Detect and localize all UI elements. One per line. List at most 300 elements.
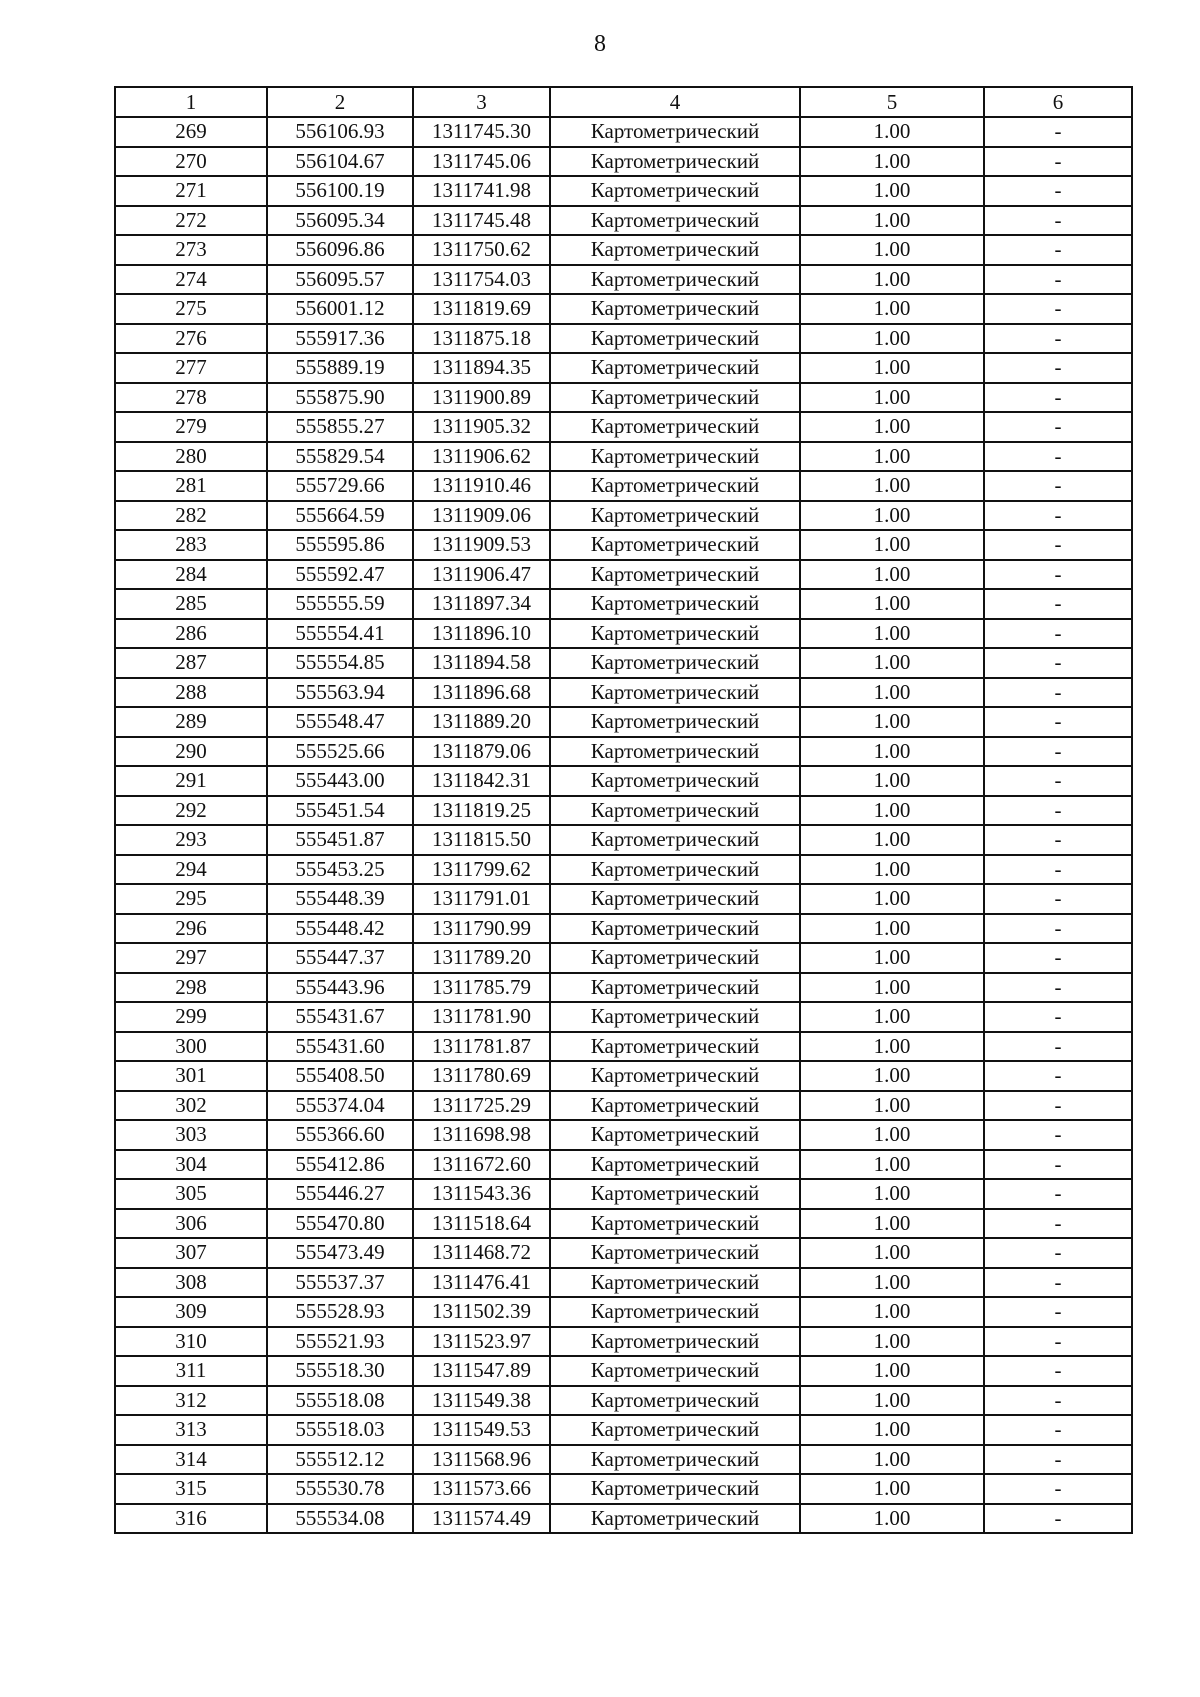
cell-x-coordinate: 555525.66 [267, 737, 413, 767]
cell-y-coordinate: 1311745.30 [413, 117, 550, 147]
cell-point-number: 286 [115, 619, 267, 649]
page-number: 8 [594, 31, 606, 57]
cell-point-number: 287 [115, 648, 267, 678]
column-header-note: 6 [984, 87, 1132, 117]
cell-accuracy: 1.00 [800, 1415, 984, 1445]
cell-note: - [984, 1504, 1132, 1534]
table-row [115, 235, 1132, 265]
table-row [115, 442, 1132, 472]
cell-x-coordinate: 556096.86 [267, 235, 413, 265]
cell-accuracy: 1.00 [800, 147, 984, 177]
table-row [115, 943, 1132, 973]
cell-x-coordinate: 555512.12 [267, 1445, 413, 1475]
table-header [115, 87, 1132, 117]
cell-y-coordinate: 1311672.60 [413, 1150, 550, 1180]
cell-x-coordinate: 555521.93 [267, 1327, 413, 1357]
cell-point-number: 270 [115, 147, 267, 177]
cell-method: Картометрический [550, 353, 800, 383]
cell-y-coordinate: 1311476.41 [413, 1268, 550, 1298]
cell-y-coordinate: 1311790.99 [413, 914, 550, 944]
cell-point-number: 313 [115, 1415, 267, 1445]
cell-accuracy: 1.00 [800, 707, 984, 737]
cell-note: - [984, 589, 1132, 619]
cell-point-number: 279 [115, 412, 267, 442]
cell-accuracy: 1.00 [800, 855, 984, 885]
cell-note: - [984, 1209, 1132, 1239]
cell-method: Картометрический [550, 1504, 800, 1534]
cell-y-coordinate: 1311875.18 [413, 324, 550, 354]
cell-accuracy: 1.00 [800, 1032, 984, 1062]
cell-method: Картометрический [550, 796, 800, 826]
table-row [115, 1002, 1132, 1032]
cell-x-coordinate: 555453.25 [267, 855, 413, 885]
table-row [115, 1150, 1132, 1180]
table-row [115, 324, 1132, 354]
cell-point-number: 314 [115, 1445, 267, 1475]
cell-y-coordinate: 1311754.03 [413, 265, 550, 295]
cell-accuracy: 1.00 [800, 176, 984, 206]
table-row [115, 1268, 1132, 1298]
cell-method: Картометрический [550, 737, 800, 767]
cell-method: Картометрический [550, 324, 800, 354]
table-row [115, 648, 1132, 678]
cell-x-coordinate: 555446.27 [267, 1179, 413, 1209]
cell-x-coordinate: 555534.08 [267, 1504, 413, 1534]
cell-accuracy: 1.00 [800, 353, 984, 383]
cell-x-coordinate: 555448.39 [267, 884, 413, 914]
cell-method: Картометрический [550, 914, 800, 944]
cell-x-coordinate: 556001.12 [267, 294, 413, 324]
cell-point-number: 278 [115, 383, 267, 413]
table-row [115, 1091, 1132, 1121]
cell-method: Картометрический [550, 1327, 800, 1357]
cell-y-coordinate: 1311900.89 [413, 383, 550, 413]
cell-y-coordinate: 1311785.79 [413, 973, 550, 1003]
cell-point-number: 291 [115, 766, 267, 796]
cell-note: - [984, 117, 1132, 147]
cell-accuracy: 1.00 [800, 560, 984, 590]
table-row [115, 1032, 1132, 1062]
table-row [115, 737, 1132, 767]
cell-accuracy: 1.00 [800, 619, 984, 649]
cell-note: - [984, 884, 1132, 914]
cell-note: - [984, 324, 1132, 354]
table-row [115, 1415, 1132, 1445]
cell-note: - [984, 1032, 1132, 1062]
table-row [115, 1238, 1132, 1268]
cell-accuracy: 1.00 [800, 235, 984, 265]
column-header-accuracy: 5 [800, 87, 984, 117]
cell-x-coordinate: 555595.86 [267, 530, 413, 560]
cell-point-number: 282 [115, 501, 267, 531]
cell-point-number: 288 [115, 678, 267, 708]
cell-note: - [984, 619, 1132, 649]
cell-method: Картометрический [550, 1002, 800, 1032]
cell-x-coordinate: 555537.37 [267, 1268, 413, 1298]
table-row [115, 1061, 1132, 1091]
cell-note: - [984, 1445, 1132, 1475]
table-row [115, 501, 1132, 531]
cell-note: - [984, 737, 1132, 767]
cell-method: Картометрический [550, 471, 800, 501]
cell-note: - [984, 442, 1132, 472]
cell-x-coordinate: 555518.30 [267, 1356, 413, 1386]
cell-x-coordinate: 555431.67 [267, 1002, 413, 1032]
cell-x-coordinate: 555729.66 [267, 471, 413, 501]
table-row [115, 294, 1132, 324]
cell-method: Картометрический [550, 176, 800, 206]
table-row [115, 855, 1132, 885]
cell-accuracy: 1.00 [800, 973, 984, 1003]
cell-accuracy: 1.00 [800, 1091, 984, 1121]
table-row [115, 1445, 1132, 1475]
cell-x-coordinate: 555443.00 [267, 766, 413, 796]
cell-method: Картометрический [550, 1297, 800, 1327]
cell-accuracy: 1.00 [800, 1268, 984, 1298]
cell-point-number: 294 [115, 855, 267, 885]
cell-accuracy: 1.00 [800, 1504, 984, 1534]
cell-x-coordinate: 556104.67 [267, 147, 413, 177]
cell-x-coordinate: 556095.34 [267, 206, 413, 236]
cell-point-number: 281 [115, 471, 267, 501]
table-body [115, 117, 1132, 1533]
cell-method: Картометрический [550, 1356, 800, 1386]
cell-x-coordinate: 555917.36 [267, 324, 413, 354]
cell-accuracy: 1.00 [800, 1002, 984, 1032]
cell-y-coordinate: 1311889.20 [413, 707, 550, 737]
table-row [115, 707, 1132, 737]
cell-x-coordinate: 555447.37 [267, 943, 413, 973]
cell-accuracy: 1.00 [800, 1445, 984, 1475]
cell-point-number: 308 [115, 1268, 267, 1298]
cell-point-number: 290 [115, 737, 267, 767]
cell-point-number: 309 [115, 1297, 267, 1327]
table-row [115, 678, 1132, 708]
table-row [115, 589, 1132, 619]
table-row [115, 1474, 1132, 1504]
cell-y-coordinate: 1311791.01 [413, 884, 550, 914]
cell-point-number: 301 [115, 1061, 267, 1091]
cell-x-coordinate: 555829.54 [267, 442, 413, 472]
coordinates-table [114, 86, 1133, 1534]
cell-accuracy: 1.00 [800, 324, 984, 354]
cell-note: - [984, 471, 1132, 501]
cell-y-coordinate: 1311745.06 [413, 147, 550, 177]
table-row [115, 796, 1132, 826]
cell-note: - [984, 1091, 1132, 1121]
cell-accuracy: 1.00 [800, 825, 984, 855]
cell-point-number: 315 [115, 1474, 267, 1504]
cell-note: - [984, 294, 1132, 324]
column-header-y-coordinate: 3 [413, 87, 550, 117]
table-row [115, 383, 1132, 413]
cell-note: - [984, 206, 1132, 236]
cell-accuracy: 1.00 [800, 1327, 984, 1357]
cell-y-coordinate: 1311547.89 [413, 1356, 550, 1386]
cell-y-coordinate: 1311819.25 [413, 796, 550, 826]
cell-point-number: 296 [115, 914, 267, 944]
cell-y-coordinate: 1311909.06 [413, 501, 550, 531]
cell-method: Картометрический [550, 147, 800, 177]
cell-accuracy: 1.00 [800, 530, 984, 560]
cell-y-coordinate: 1311780.69 [413, 1061, 550, 1091]
cell-method: Картометрический [550, 1445, 800, 1475]
cell-accuracy: 1.00 [800, 412, 984, 442]
cell-point-number: 276 [115, 324, 267, 354]
cell-y-coordinate: 1311879.06 [413, 737, 550, 767]
cell-note: - [984, 1061, 1132, 1091]
cell-point-number: 275 [115, 294, 267, 324]
cell-point-number: 312 [115, 1386, 267, 1416]
cell-point-number: 272 [115, 206, 267, 236]
cell-x-coordinate: 555664.59 [267, 501, 413, 531]
cell-note: - [984, 766, 1132, 796]
cell-y-coordinate: 1311750.62 [413, 235, 550, 265]
table-row [115, 353, 1132, 383]
cell-point-number: 271 [115, 176, 267, 206]
cell-point-number: 283 [115, 530, 267, 560]
cell-y-coordinate: 1311894.35 [413, 353, 550, 383]
cell-x-coordinate: 556106.93 [267, 117, 413, 147]
cell-x-coordinate: 556100.19 [267, 176, 413, 206]
cell-y-coordinate: 1311573.66 [413, 1474, 550, 1504]
cell-note: - [984, 501, 1132, 531]
cell-method: Картометрический [550, 1120, 800, 1150]
column-header-x-coordinate: 2 [267, 87, 413, 117]
cell-note: - [984, 1150, 1132, 1180]
cell-method: Картометрический [550, 884, 800, 914]
cell-x-coordinate: 555530.78 [267, 1474, 413, 1504]
cell-y-coordinate: 1311518.64 [413, 1209, 550, 1239]
cell-y-coordinate: 1311741.98 [413, 176, 550, 206]
cell-x-coordinate: 555554.85 [267, 648, 413, 678]
cell-accuracy: 1.00 [800, 648, 984, 678]
cell-point-number: 298 [115, 973, 267, 1003]
cell-point-number: 284 [115, 560, 267, 590]
cell-y-coordinate: 1311468.72 [413, 1238, 550, 1268]
cell-note: - [984, 235, 1132, 265]
cell-accuracy: 1.00 [800, 589, 984, 619]
cell-point-number: 280 [115, 442, 267, 472]
cell-accuracy: 1.00 [800, 1386, 984, 1416]
cell-method: Картометрический [550, 530, 800, 560]
cell-method: Картометрический [550, 943, 800, 973]
cell-note: - [984, 1238, 1132, 1268]
cell-x-coordinate: 555554.41 [267, 619, 413, 649]
cell-point-number: 295 [115, 884, 267, 914]
cell-x-coordinate: 555889.19 [267, 353, 413, 383]
cell-method: Картометрический [550, 678, 800, 708]
cell-note: - [984, 1179, 1132, 1209]
cell-note: - [984, 678, 1132, 708]
cell-x-coordinate: 555518.08 [267, 1386, 413, 1416]
cell-x-coordinate: 555548.47 [267, 707, 413, 737]
cell-x-coordinate: 555470.80 [267, 1209, 413, 1239]
cell-accuracy: 1.00 [800, 1150, 984, 1180]
cell-accuracy: 1.00 [800, 943, 984, 973]
cell-accuracy: 1.00 [800, 1238, 984, 1268]
cell-y-coordinate: 1311781.90 [413, 1002, 550, 1032]
cell-method: Картометрический [550, 412, 800, 442]
column-header-method: 4 [550, 87, 800, 117]
cell-point-number: 311 [115, 1356, 267, 1386]
cell-method: Картометрический [550, 383, 800, 413]
cell-accuracy: 1.00 [800, 442, 984, 472]
cell-method: Картометрический [550, 973, 800, 1003]
cell-y-coordinate: 1311549.38 [413, 1386, 550, 1416]
cell-y-coordinate: 1311549.53 [413, 1415, 550, 1445]
cell-method: Картометрический [550, 1061, 800, 1091]
table-row [115, 1356, 1132, 1386]
cell-y-coordinate: 1311745.48 [413, 206, 550, 236]
cell-accuracy: 1.00 [800, 1474, 984, 1504]
cell-y-coordinate: 1311781.87 [413, 1032, 550, 1062]
cell-x-coordinate: 555374.04 [267, 1091, 413, 1121]
cell-method: Картометрический [550, 294, 800, 324]
cell-x-coordinate: 555563.94 [267, 678, 413, 708]
cell-x-coordinate: 555855.27 [267, 412, 413, 442]
table-row [115, 412, 1132, 442]
cell-accuracy: 1.00 [800, 914, 984, 944]
cell-point-number: 302 [115, 1091, 267, 1121]
cell-accuracy: 1.00 [800, 766, 984, 796]
cell-note: - [984, 973, 1132, 1003]
header-row [115, 87, 1132, 117]
cell-point-number: 285 [115, 589, 267, 619]
table-row [115, 530, 1132, 560]
cell-x-coordinate: 555431.60 [267, 1032, 413, 1062]
cell-point-number: 273 [115, 235, 267, 265]
cell-x-coordinate: 555473.49 [267, 1238, 413, 1268]
cell-y-coordinate: 1311543.36 [413, 1179, 550, 1209]
cell-x-coordinate: 555448.42 [267, 914, 413, 944]
table-row [115, 884, 1132, 914]
cell-accuracy: 1.00 [800, 884, 984, 914]
cell-y-coordinate: 1311815.50 [413, 825, 550, 855]
cell-method: Картометрический [550, 1415, 800, 1445]
cell-point-number: 304 [115, 1150, 267, 1180]
cell-accuracy: 1.00 [800, 1297, 984, 1327]
cell-point-number: 316 [115, 1504, 267, 1534]
cell-y-coordinate: 1311574.49 [413, 1504, 550, 1534]
cell-accuracy: 1.00 [800, 471, 984, 501]
cell-y-coordinate: 1311819.69 [413, 294, 550, 324]
table-row [115, 1327, 1132, 1357]
cell-note: - [984, 648, 1132, 678]
cell-y-coordinate: 1311909.53 [413, 530, 550, 560]
cell-y-coordinate: 1311896.10 [413, 619, 550, 649]
cell-x-coordinate: 555443.96 [267, 973, 413, 1003]
cell-method: Картометрический [550, 206, 800, 236]
cell-x-coordinate: 555451.54 [267, 796, 413, 826]
cell-accuracy: 1.00 [800, 1356, 984, 1386]
table-row [115, 1209, 1132, 1239]
cell-accuracy: 1.00 [800, 1120, 984, 1150]
cell-method: Картометрический [550, 560, 800, 590]
cell-note: - [984, 560, 1132, 590]
cell-accuracy: 1.00 [800, 1179, 984, 1209]
cell-y-coordinate: 1311523.97 [413, 1327, 550, 1357]
cell-note: - [984, 176, 1132, 206]
cell-point-number: 300 [115, 1032, 267, 1062]
cell-accuracy: 1.00 [800, 501, 984, 531]
cell-point-number: 297 [115, 943, 267, 973]
cell-accuracy: 1.00 [800, 206, 984, 236]
cell-accuracy: 1.00 [800, 678, 984, 708]
cell-point-number: 303 [115, 1120, 267, 1150]
cell-note: - [984, 1120, 1132, 1150]
cell-y-coordinate: 1311906.47 [413, 560, 550, 590]
cell-point-number: 310 [115, 1327, 267, 1357]
cell-method: Картометрический [550, 825, 800, 855]
cell-note: - [984, 353, 1132, 383]
cell-accuracy: 1.00 [800, 737, 984, 767]
cell-x-coordinate: 555518.03 [267, 1415, 413, 1445]
table-row [115, 825, 1132, 855]
cell-method: Картометрический [550, 1179, 800, 1209]
cell-x-coordinate: 555366.60 [267, 1120, 413, 1150]
cell-note: - [984, 1297, 1132, 1327]
cell-note: - [984, 1268, 1132, 1298]
cell-point-number: 289 [115, 707, 267, 737]
cell-y-coordinate: 1311568.96 [413, 1445, 550, 1475]
cell-method: Картометрический [550, 648, 800, 678]
cell-method: Картометрический [550, 117, 800, 147]
cell-x-coordinate: 555408.50 [267, 1061, 413, 1091]
cell-y-coordinate: 1311842.31 [413, 766, 550, 796]
table-row [115, 766, 1132, 796]
table-row [115, 265, 1132, 295]
cell-note: - [984, 914, 1132, 944]
cell-y-coordinate: 1311897.34 [413, 589, 550, 619]
cell-y-coordinate: 1311906.62 [413, 442, 550, 472]
cell-y-coordinate: 1311799.62 [413, 855, 550, 885]
cell-note: - [984, 1415, 1132, 1445]
cell-y-coordinate: 1311894.58 [413, 648, 550, 678]
table-row [115, 1297, 1132, 1327]
cell-method: Картометрический [550, 1209, 800, 1239]
cell-method: Картометрический [550, 855, 800, 885]
table-row [115, 973, 1132, 1003]
cell-point-number: 292 [115, 796, 267, 826]
cell-y-coordinate: 1311502.39 [413, 1297, 550, 1327]
table-row [115, 914, 1132, 944]
cell-x-coordinate: 556095.57 [267, 265, 413, 295]
cell-note: - [984, 796, 1132, 826]
cell-note: - [984, 825, 1132, 855]
cell-point-number: 307 [115, 1238, 267, 1268]
cell-x-coordinate: 555528.93 [267, 1297, 413, 1327]
cell-x-coordinate: 555592.47 [267, 560, 413, 590]
cell-method: Картометрический [550, 1032, 800, 1062]
cell-point-number: 269 [115, 117, 267, 147]
cell-method: Картометрический [550, 766, 800, 796]
cell-method: Картометрический [550, 442, 800, 472]
cell-note: - [984, 943, 1132, 973]
cell-y-coordinate: 1311905.32 [413, 412, 550, 442]
cell-method: Картометрический [550, 1386, 800, 1416]
cell-note: - [984, 265, 1132, 295]
cell-x-coordinate: 555451.87 [267, 825, 413, 855]
cell-accuracy: 1.00 [800, 117, 984, 147]
table-row [115, 1386, 1132, 1416]
cell-method: Картометрический [550, 707, 800, 737]
table-row [115, 176, 1132, 206]
table-row [115, 1504, 1132, 1534]
cell-note: - [984, 1327, 1132, 1357]
cell-point-number: 293 [115, 825, 267, 855]
cell-accuracy: 1.00 [800, 294, 984, 324]
